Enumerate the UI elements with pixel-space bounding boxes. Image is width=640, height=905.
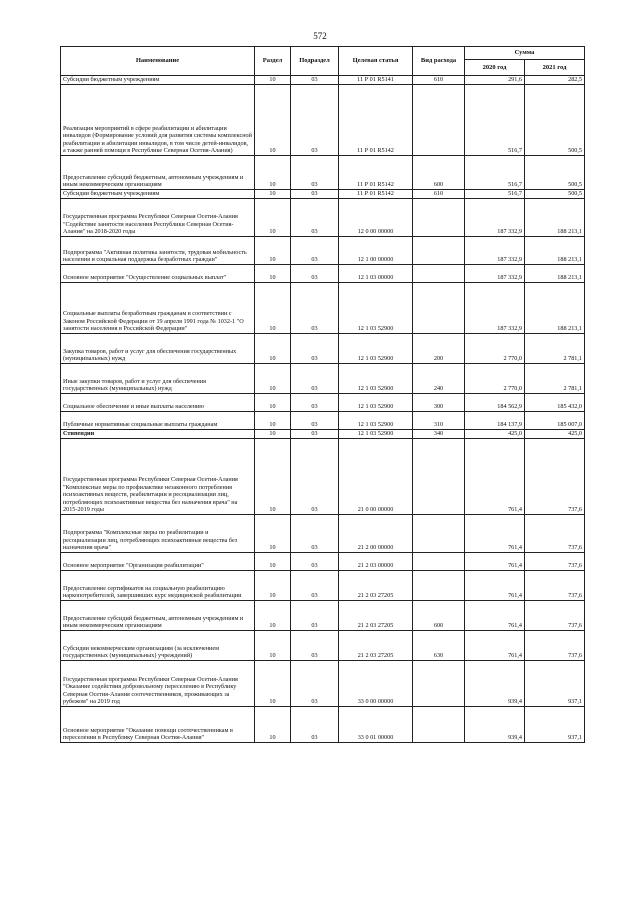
row-expense-type-cell [413,85,465,156]
row-amount-2021-cell: 188 213,1 [525,199,585,237]
row-expense-type-cell [413,707,465,743]
row-name-cell: Закупка товаров, работ и услуг для обеспечения государственных (муниципальных) нужд [61,334,255,364]
row-subsection-cell: 03 [291,707,339,743]
row-target-cell: 12 0 00 00000 [339,199,413,237]
table-row [61,190,585,199]
row-expense-type-cell: 300 [413,394,465,412]
row-amount-2021-cell: 737,6 [525,571,585,601]
row-subsection-cell: 03 [291,283,339,334]
row-target-cell: 12 1 03 52900 [339,283,413,334]
row-subsection-cell: 03 [291,571,339,601]
row-target-cell: 21 2 00 00000 [339,515,413,553]
row-expense-type-cell [413,265,465,283]
table-row [61,394,585,412]
row-amount-2020-cell: 761,4 [465,553,525,571]
row-expense-type-cell: 600 [413,156,465,190]
row-target-cell: 11 Р 01 R5142 [339,190,413,199]
row-target-cell: 12 1 03 52900 [339,364,413,394]
row-section-cell: 10 [255,334,291,364]
row-subsection-cell: 03 [291,265,339,283]
row-name-cell: Реализация мероприятий в сфере реабилитации и абилитации инвалидов (Формирование условий для развития системы комплексной реабилитации и абилитации инвалидов, в том числе детей-инвалидов, а также ранней помощи в Республике Северная Осетия-Алания) [61,85,255,156]
header-section: Раздел [255,47,291,76]
row-amount-2021-cell: 185 007,0 [525,412,585,430]
row-amount-2021-cell: 2 781,1 [525,364,585,394]
row-name-cell: Основное мероприятие "Оказание помощи соотечественникам в переселении в Республику Северная Осетия-Алания" [61,707,255,743]
row-name-cell: Социальные выплаты безработным гражданам в соответствии с Законом Российской Федерации от 19 апреля 1991 года № 1032-1 "О занятости населения в Российской Федерации" [61,283,255,334]
table-row [61,199,585,237]
row-amount-2020-cell: 939,4 [465,707,525,743]
row-name-cell: Субсидии некоммерческим организациям (за исключением государственных (муниципальных) учреждений) [61,631,255,661]
table-row [61,265,585,283]
row-name-cell: Подпрограмма "Активная политика занятости, трудовая мобильность населения и социальная поддержка безработных граждан" [61,237,255,265]
row-expense-type-cell: 310 [413,412,465,430]
row-amount-2021-cell: 188 213,1 [525,237,585,265]
row-section-cell: 10 [255,430,291,439]
table-row [61,430,585,439]
table-row [61,156,585,190]
row-amount-2020-cell: 425,0 [465,430,525,439]
row-expense-type-cell [413,571,465,601]
row-subsection-cell: 03 [291,439,339,515]
row-amount-2021-cell: 188 213,1 [525,265,585,283]
row-amount-2020-cell: 184 562,9 [465,394,525,412]
row-amount-2020-cell: 187 332,9 [465,199,525,237]
row-name-cell: Стипендии [61,430,255,439]
row-amount-2021-cell: 937,1 [525,707,585,743]
row-amount-2021-cell: 737,6 [525,515,585,553]
header-sum: Сумма [465,47,585,60]
row-subsection-cell: 03 [291,237,339,265]
row-amount-2020-cell: 761,4 [465,515,525,553]
row-target-cell: 12 1 03 52900 [339,394,413,412]
row-name-cell: Государственная программа Республики Северная Осетия-Алания "Комплексные меры по профилактике незаконного потребления психоактивных веществ, реабилитации и ресоциализации лиц, потребляющих психоактивные вещества без назначения врача" на 2015-2019 годы [61,439,255,515]
row-section-cell: 10 [255,76,291,85]
table-row [61,364,585,394]
header-expense-type: Вид расхода [413,47,465,76]
header-subsection: Подраздел [291,47,339,76]
row-amount-2020-cell: 516,7 [465,190,525,199]
row-expense-type-cell [413,515,465,553]
row-subsection-cell: 03 [291,156,339,190]
row-amount-2020-cell: 2 770,0 [465,334,525,364]
row-subsection-cell: 03 [291,631,339,661]
row-target-cell: 21 2 03 27205 [339,631,413,661]
row-section-cell: 10 [255,199,291,237]
row-amount-2021-cell: 425,0 [525,430,585,439]
row-section-cell: 10 [255,412,291,430]
row-amount-2020-cell: 761,4 [465,439,525,515]
row-subsection-cell: 03 [291,190,339,199]
row-name-cell: Государственная программа Республики Северная Осетия-Алания "Оказание содействия добровольному переселению в Республику Северная Осетия-Алания соотечественников, проживающих за рубежом" на 2019 год [61,661,255,707]
row-target-cell: 12 1 03 52900 [339,334,413,364]
row-amount-2021-cell: 737,6 [525,553,585,571]
row-expense-type-cell [413,199,465,237]
row-target-cell: 21 2 03 27205 [339,601,413,631]
row-section-cell: 10 [255,661,291,707]
row-section-cell: 10 [255,364,291,394]
row-expense-type-cell [413,553,465,571]
row-subsection-cell: 03 [291,601,339,631]
table-body [61,76,585,743]
table-row [61,76,585,85]
row-section-cell: 10 [255,439,291,515]
row-target-cell: 21 2 03 00000 [339,553,413,571]
table-row [61,237,585,265]
row-section-cell: 10 [255,265,291,283]
row-amount-2020-cell: 761,4 [465,631,525,661]
row-target-cell: 12 1 00 00000 [339,237,413,265]
row-section-cell: 10 [255,707,291,743]
row-expense-type-cell: 240 [413,364,465,394]
row-subsection-cell: 03 [291,85,339,156]
row-name-cell: Предоставление субсидий бюджетным, автономным учреждениям и иным некоммерческим организациям [61,156,255,190]
table-row [61,439,585,515]
row-amount-2021-cell: 2 781,1 [525,334,585,364]
row-name-cell: Иные закупки товаров, работ и услуг для обеспечения государственных (муниципальных) нужд [61,364,255,394]
row-amount-2021-cell: 500,5 [525,190,585,199]
row-subsection-cell: 03 [291,199,339,237]
row-section-cell: 10 [255,156,291,190]
page-number: 572 [313,31,327,41]
row-amount-2020-cell: 2 770,0 [465,364,525,394]
row-amount-2020-cell: 187 332,9 [465,237,525,265]
table-row [61,553,585,571]
table-row [61,631,585,661]
table-row [61,412,585,430]
row-section-cell: 10 [255,601,291,631]
budget-table [60,46,585,743]
header-year-2021: 2021 год [525,60,585,76]
row-amount-2021-cell: 737,6 [525,601,585,631]
row-amount-2020-cell: 516,7 [465,85,525,156]
row-amount-2020-cell: 516,7 [465,156,525,190]
row-amount-2021-cell: 500,5 [525,85,585,156]
row-name-cell: Социальное обеспечение и иные выплаты населению [61,394,255,412]
row-section-cell: 10 [255,515,291,553]
row-target-cell: 12 1 03 00000 [339,265,413,283]
row-target-cell: 21 2 03 27205 [339,571,413,601]
row-expense-type-cell: 600 [413,601,465,631]
row-amount-2020-cell: 187 332,9 [465,265,525,283]
row-subsection-cell: 03 [291,553,339,571]
header-name: Наименование [61,47,255,76]
row-name-cell: Государственная программа Республики Северная Осетия-Алания "Содействие занятости населения Республики Северная Осетия-Алания" на 2018-2020 годы [61,199,255,237]
row-amount-2021-cell: 282,5 [525,76,585,85]
row-expense-type-cell: 200 [413,334,465,364]
row-section-cell: 10 [255,631,291,661]
row-amount-2020-cell: 761,4 [465,571,525,601]
row-amount-2021-cell: 937,1 [525,661,585,707]
row-amount-2021-cell: 737,6 [525,439,585,515]
row-name-cell: Основное мероприятие "Осуществление социальных выплат" [61,265,255,283]
row-name-cell: Предоставление субсидий бюджетным, автономным учреждениям и иным некоммерческим организациям [61,601,255,631]
row-expense-type-cell [413,237,465,265]
row-expense-type-cell: 610 [413,76,465,85]
row-name-cell: Субсидии бюджетным учреждениям [61,76,255,85]
row-subsection-cell: 03 [291,430,339,439]
row-subsection-cell: 03 [291,364,339,394]
row-expense-type-cell [413,439,465,515]
row-amount-2020-cell: 291,6 [465,76,525,85]
row-subsection-cell: 03 [291,661,339,707]
row-amount-2021-cell: 188 213,1 [525,283,585,334]
row-expense-type-cell: 630 [413,631,465,661]
row-subsection-cell: 03 [291,412,339,430]
row-target-cell: 33 0 00 00000 [339,661,413,707]
row-expense-type-cell [413,661,465,707]
row-section-cell: 10 [255,190,291,199]
row-amount-2021-cell: 500,5 [525,156,585,190]
table-row [61,334,585,364]
row-target-cell: 12 1 03 52900 [339,412,413,430]
row-subsection-cell: 03 [291,76,339,85]
row-section-cell: 10 [255,394,291,412]
row-target-cell: 33 0 01 00000 [339,707,413,743]
table-row [61,515,585,553]
row-section-cell: 10 [255,571,291,601]
row-section-cell: 10 [255,237,291,265]
row-amount-2020-cell: 184 137,9 [465,412,525,430]
row-section-cell: 10 [255,553,291,571]
header-year-2020: 2020 год [465,60,525,76]
row-name-cell: Подпрограмма "Комплексные меры по реабилитации и ресоциализации лиц, потребляющих психоактивные вещества без назначения врача" [61,515,255,553]
row-amount-2020-cell: 761,4 [465,601,525,631]
row-expense-type-cell: 340 [413,430,465,439]
row-amount-2020-cell: 939,4 [465,661,525,707]
row-section-cell: 10 [255,85,291,156]
table-row [61,571,585,601]
table-row [61,707,585,743]
table-row [61,85,585,156]
row-target-cell: 21 0 00 00000 [339,439,413,515]
row-name-cell: Предоставление сертификатов на социальную реабилитацию наркопотребителей, завершивших курс медицинской реабилитации [61,571,255,601]
row-target-cell: 11 Р 01 R5142 [339,85,413,156]
header-target: Целевая статья [339,47,413,76]
table-row [61,661,585,707]
row-name-cell: Публичные нормативные социальные выплаты гражданам [61,412,255,430]
row-expense-type-cell: 610 [413,190,465,199]
row-subsection-cell: 03 [291,394,339,412]
row-target-cell: 11 Р 01 R5141 [339,76,413,85]
table-row [61,601,585,631]
row-amount-2020-cell: 187 332,9 [465,283,525,334]
row-subsection-cell: 03 [291,515,339,553]
row-target-cell: 11 Р 01 R5142 [339,156,413,190]
row-target-cell: 12 1 03 52900 [339,430,413,439]
row-amount-2021-cell: 737,6 [525,631,585,661]
row-name-cell: Основное мероприятие "Организация реабилитации" [61,553,255,571]
row-expense-type-cell [413,283,465,334]
row-amount-2021-cell: 185 432,0 [525,394,585,412]
row-name-cell: Субсидии бюджетным учреждениям [61,190,255,199]
row-section-cell: 10 [255,283,291,334]
row-subsection-cell: 03 [291,334,339,364]
table-row [61,283,585,334]
